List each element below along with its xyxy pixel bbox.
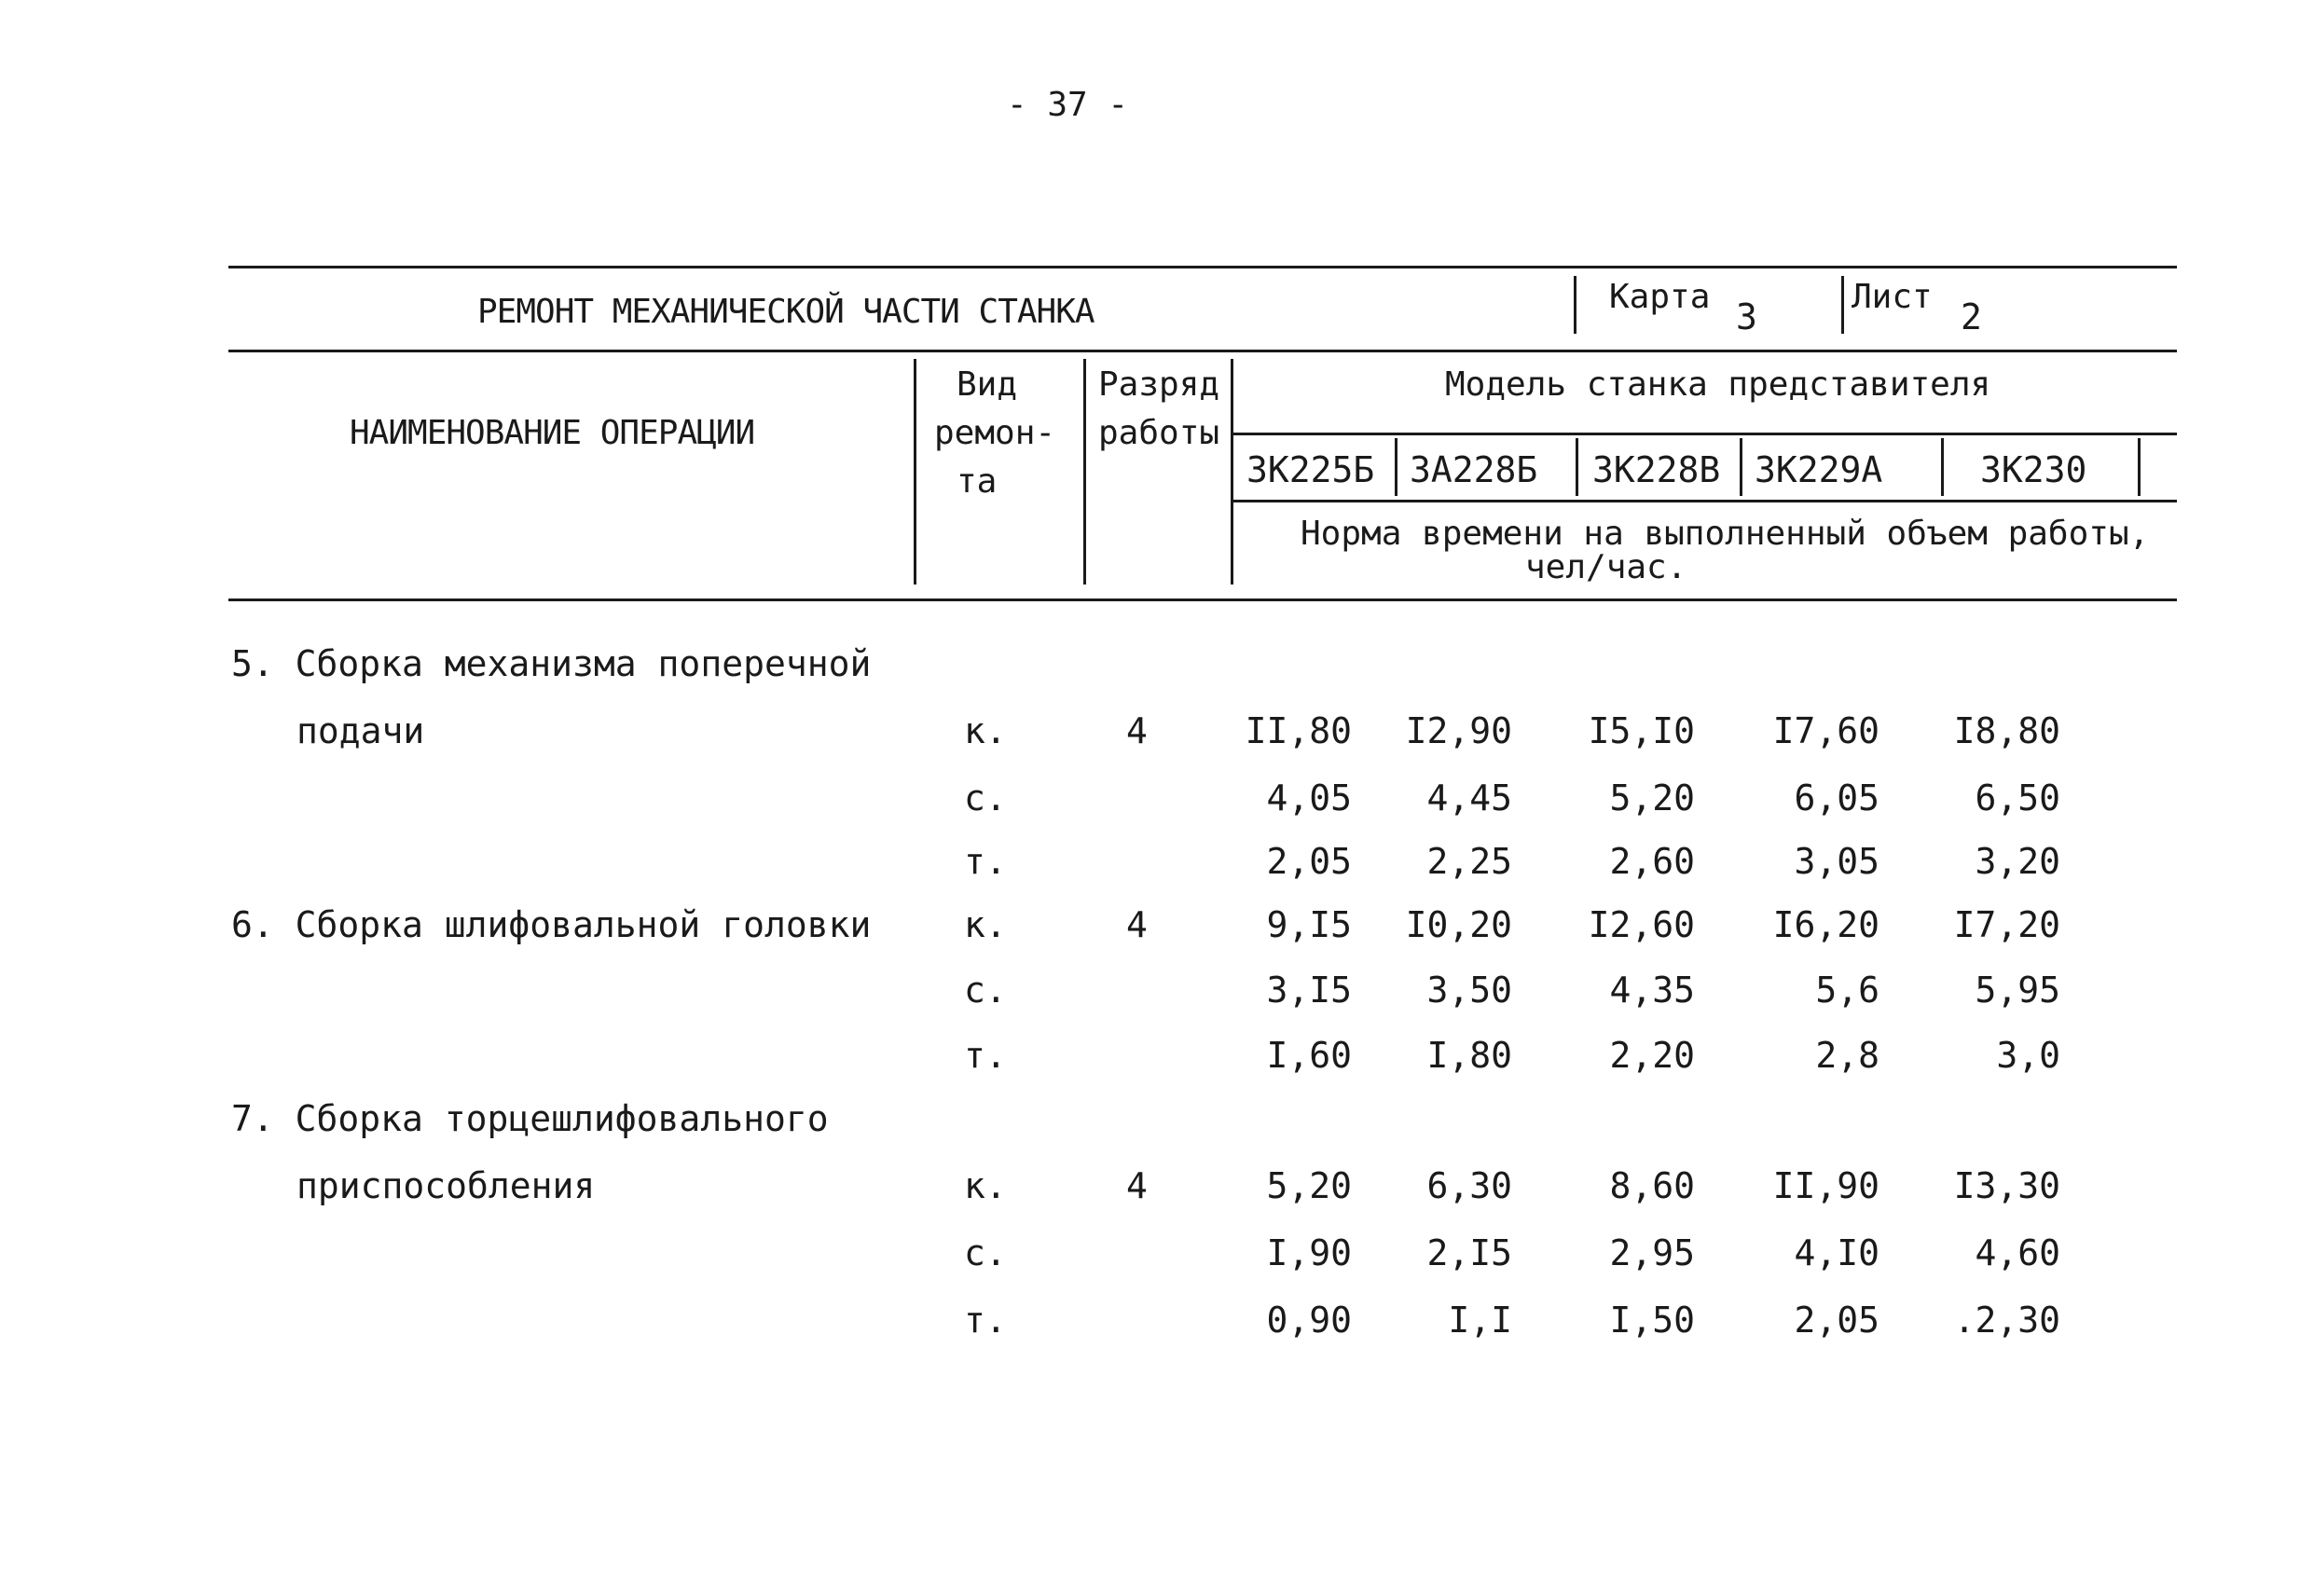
norm-value-cell: 4,05 bbox=[1266, 777, 1352, 819]
model-3k225b: 3К225Б bbox=[1246, 449, 1375, 490]
norm-value-cell: 6,05 bbox=[1794, 777, 1879, 819]
column-divider-grade bbox=[1083, 359, 1086, 585]
repair-type-cell: т. bbox=[964, 1300, 1007, 1341]
norm-value-cell: 3,I5 bbox=[1266, 970, 1352, 1011]
norm-value-cell: I7,60 bbox=[1772, 710, 1879, 751]
operation-name-line: 7. Сборка торцешлифовального bbox=[231, 1098, 829, 1139]
model-divider-2 bbox=[1576, 438, 1578, 496]
model-3a228b: 3А228Б bbox=[1410, 449, 1538, 490]
work-grade-cell: 4 bbox=[1126, 904, 1148, 945]
sheet-number: 2 bbox=[1961, 296, 1982, 337]
card-number: 3 bbox=[1736, 296, 1757, 337]
norm-value-cell: I,80 bbox=[1426, 1035, 1512, 1076]
header-bottom-rule bbox=[228, 598, 2177, 601]
page-number: - 37 - bbox=[1007, 86, 1129, 124]
sheet-label: Лист bbox=[1852, 278, 1933, 316]
norm-value-cell: 5,20 bbox=[1266, 1165, 1352, 1206]
norm-value-cell: 3,50 bbox=[1426, 970, 1512, 1011]
norm-value-cell: I,50 bbox=[1609, 1300, 1695, 1341]
norm-value-cell: 6,30 bbox=[1426, 1165, 1512, 1206]
repair-type-cell: к. bbox=[964, 1165, 1007, 1206]
model-3k230: 3К230 bbox=[1980, 449, 2087, 490]
norm-value-cell: 2,20 bbox=[1609, 1035, 1695, 1076]
repair-type-cell: т. bbox=[964, 1035, 1007, 1076]
model-divider-5 bbox=[2138, 438, 2141, 496]
norm-header-line-1: Норма времени на выполненный объем работы, bbox=[1301, 515, 2150, 553]
norm-value-cell: I,60 bbox=[1266, 1035, 1352, 1076]
header-rule bbox=[228, 350, 2177, 352]
norm-value-cell: 5,95 bbox=[1975, 970, 2060, 1011]
repair-type-cell: к. bbox=[964, 710, 1007, 751]
norm-value-cell: 4,I0 bbox=[1794, 1232, 1879, 1273]
norm-value-cell: 2,25 bbox=[1426, 841, 1512, 882]
norm-value-cell: I,I bbox=[1448, 1300, 1512, 1341]
document-title: РЕМОНТ МЕХАНИЧЕСКОЙ ЧАСТИ СТАНКА bbox=[477, 293, 1095, 331]
column-divider-models bbox=[1231, 359, 1233, 585]
norm-value-cell: 8,60 bbox=[1609, 1165, 1695, 1206]
norm-value-cell: 9,I5 bbox=[1266, 904, 1352, 945]
model-divider-3 bbox=[1740, 438, 1742, 496]
repair-type-cell: с. bbox=[964, 970, 1007, 1011]
operation-name-line: подачи bbox=[296, 710, 425, 751]
column-divider-repair bbox=[914, 359, 916, 585]
work-grade-cell: 4 bbox=[1126, 1165, 1148, 1206]
repair-type-header-2: ремон- bbox=[934, 414, 1056, 452]
header-divider-2 bbox=[1841, 276, 1844, 334]
norm-value-cell: 3,20 bbox=[1975, 841, 2060, 882]
norm-value-cell: II,90 bbox=[1772, 1165, 1879, 1206]
work-grade-header-2: работы bbox=[1098, 414, 1220, 452]
norm-value-cell: 3,0 bbox=[1996, 1035, 2060, 1076]
model-divider-4 bbox=[1941, 438, 1944, 496]
top-rule bbox=[228, 266, 2177, 268]
repair-type-cell: т. bbox=[964, 841, 1007, 882]
work-grade-header-1: Разряд bbox=[1098, 365, 1220, 404]
norm-value-cell: I2,90 bbox=[1405, 710, 1512, 751]
norm-value-cell: 2,05 bbox=[1794, 1300, 1879, 1341]
norm-value-cell: 4,35 bbox=[1609, 970, 1695, 1011]
norm-value-cell: 3,05 bbox=[1794, 841, 1879, 882]
operation-name-header: НАИМЕНОВАНИЕ ОПЕРАЦИИ bbox=[350, 414, 755, 452]
operation-name-line: 5. Сборка механизма поперечной bbox=[231, 643, 872, 684]
repair-type-cell: с. bbox=[964, 1232, 1007, 1273]
model-3k229a: 3К229А bbox=[1755, 449, 1883, 490]
norm-value-cell: 4,45 bbox=[1426, 777, 1512, 819]
model-divider-1 bbox=[1395, 438, 1397, 496]
operation-name-line: 6. Сборка шлифовальной головки bbox=[231, 904, 872, 945]
norm-value-cell: I7,20 bbox=[1953, 904, 2060, 945]
norm-value-cell: 2,05 bbox=[1266, 841, 1352, 882]
operation-name-line: приспособления bbox=[296, 1165, 596, 1206]
norm-value-cell: 5,20 bbox=[1609, 777, 1695, 819]
model-header-rule bbox=[1233, 433, 2177, 435]
card-label: Карта bbox=[1609, 278, 1711, 316]
repair-type-header-3: та bbox=[957, 462, 998, 501]
norm-value-cell: 2,60 bbox=[1609, 841, 1695, 882]
model-row-rule bbox=[1233, 500, 2177, 502]
repair-type-cell: с. bbox=[964, 777, 1007, 819]
norm-value-cell: I8,80 bbox=[1953, 710, 2060, 751]
repair-type-cell: к. bbox=[964, 904, 1007, 945]
work-grade-cell: 4 bbox=[1126, 710, 1148, 751]
norm-value-cell: 0,90 bbox=[1266, 1300, 1352, 1341]
norm-value-cell: I,90 bbox=[1266, 1232, 1352, 1273]
repair-type-header-1: Вид bbox=[957, 365, 1018, 404]
norm-value-cell: II,80 bbox=[1245, 710, 1352, 751]
norm-value-cell: I2,60 bbox=[1588, 904, 1695, 945]
norm-value-cell: 2,95 bbox=[1609, 1232, 1695, 1273]
norm-value-cell: 6,50 bbox=[1975, 777, 2060, 819]
norm-value-cell: 2,8 bbox=[1815, 1035, 1879, 1076]
norm-value-cell: I5,I0 bbox=[1588, 710, 1695, 751]
header-divider-1 bbox=[1574, 276, 1576, 334]
model-group-header: Модель станка представителя bbox=[1445, 365, 1991, 404]
norm-value-cell: 4,60 bbox=[1975, 1232, 2060, 1273]
norm-value-cell: 5,6 bbox=[1815, 970, 1879, 1011]
norm-value-cell: .2,30 bbox=[1953, 1300, 2060, 1341]
norm-value-cell: I0,20 bbox=[1405, 904, 1512, 945]
norm-value-cell: I3,30 bbox=[1953, 1165, 2060, 1206]
norm-header-line-2: чел/час. bbox=[1525, 548, 1687, 586]
model-3k228v: 3К228В bbox=[1592, 449, 1721, 490]
norm-value-cell: 2,I5 bbox=[1426, 1232, 1512, 1273]
norm-value-cell: I6,20 bbox=[1772, 904, 1879, 945]
